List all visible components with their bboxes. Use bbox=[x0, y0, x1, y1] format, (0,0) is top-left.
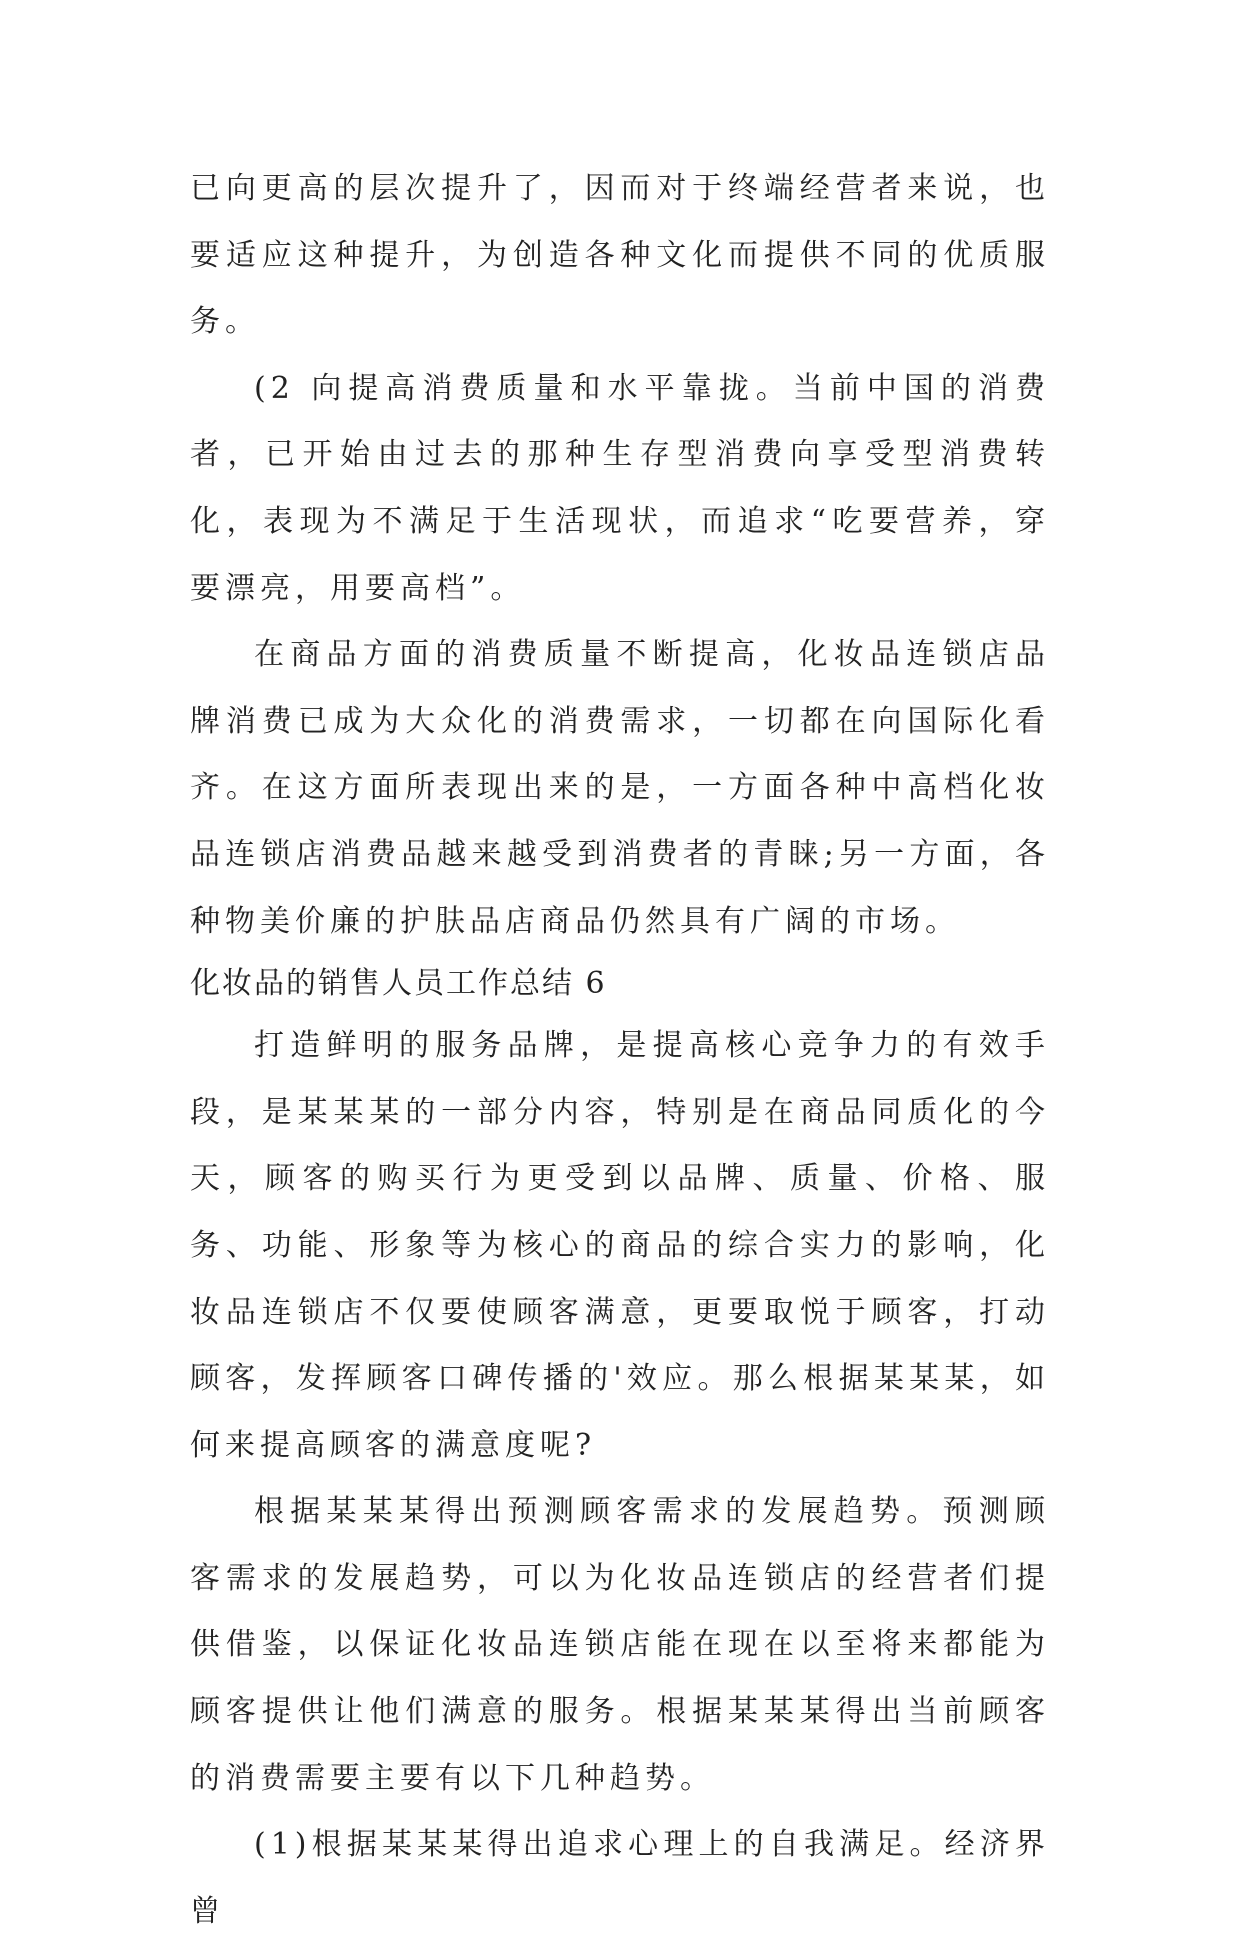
section-heading: 化妆品的销售人员工作总结 6 bbox=[190, 966, 607, 1002]
paragraph-product-consumption: 在商品方面的消费质量不断提高，化妆品连锁店品牌消费已成为大众化的消费需求，一切都在向国际化看齐。在这方面所表现出来的是，一方面各种中高档化妆品连锁店消费品越来越受到消费者的青睐;另一方面，各种物美价廉的护肤品店商品仍然具有广阔的市场。 bbox=[190, 637, 1050, 939]
paragraph-service-brand: 打造鲜明的服务品牌，是提高核心竞争力的有效手段，是某某某的一部分内容，特别是在商品同质化的今天，顾客的购买行为更受到以品牌、质量、价格、服务、功能、形象等为核心的商品的综合实力的影响，化妆品连锁店不仅要使顾客满意，更要取悦于顾客，打动顾客，发挥顾客口碑传播的'效应。那么根据某某某，如何来提高顾客的满意度呢? bbox=[190, 1028, 1050, 1463]
paragraph-consumption-quality: (2 向提高消费质量和水平靠拢。当前中国的消费者，已开始由过去的那种生存型消费向享受型消费转化，表现为不满足于生活现状，而追求“吃要营养，穿要漂亮，用要高档”。 bbox=[190, 370, 1050, 606]
paragraph-demand-trend: 根据某某某得出预测顾客需求的发展趋势。预测顾客需求的发展趋势，可以为化妆品连锁店的经营者们提供借鉴，以保证化妆品连锁店能在现在以至将来都能为顾客提供让他们满意的服务。根据某某某得出当前顾客的消费需要主要有以下几种趋势。 bbox=[190, 1494, 1050, 1796]
paragraph-continued: 已向更高的层次提升了，因而对于终端经营者来说，也要适应这种提升，为创造各种文化而提供不同的优质服务。 bbox=[190, 171, 1050, 340]
paragraph-self-satisfaction: (1)根据某某某得出追求心理上的自我满足。经济界曾 bbox=[190, 1827, 1050, 1929]
document-body bbox=[190, 156, 1050, 1945]
